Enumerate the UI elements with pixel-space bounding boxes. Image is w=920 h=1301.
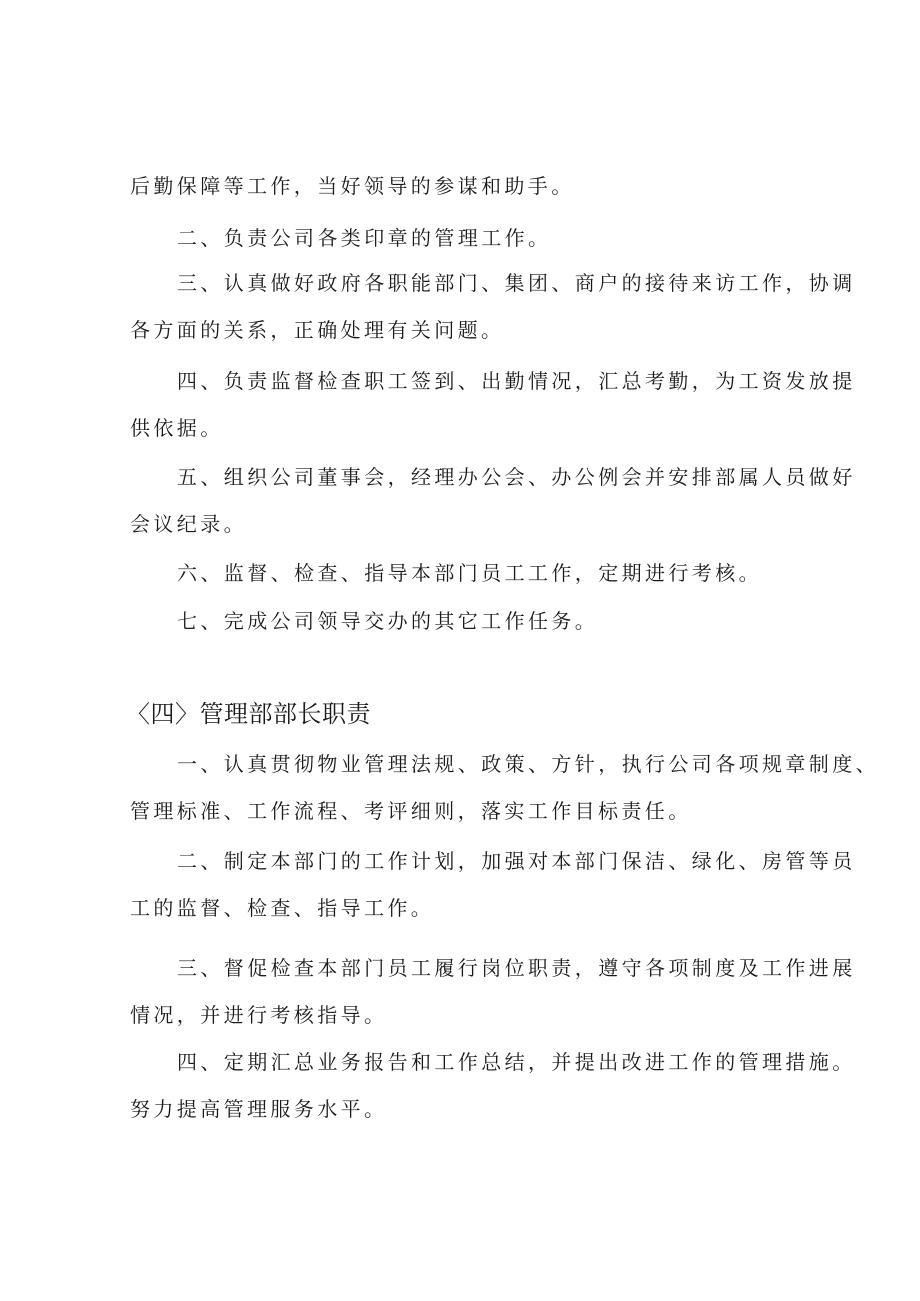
duty-item-4-line-2: 供依据。 <box>130 416 224 440</box>
duty-item-3-line-1: 三、认真做好政府各职能部门、集团、商户的接待来访工作，协调 <box>177 271 856 295</box>
manager-duty-2-line-1: 二、制定本部门的工作计划，加强对本部门保洁、绿化、房管等员 <box>177 849 856 873</box>
paragraph-continuation: 后勤保障等工作，当好领导的参谋和助手。 <box>130 174 575 198</box>
manager-duty-3-line-2: 情况，并进行考核指导。 <box>130 1003 388 1027</box>
manager-duty-4-line-2: 努力提高管理服务水平。 <box>130 1097 388 1121</box>
manager-duty-3-line-1: 三、督促检查本部门员工履行岗位职责，遵守各项制度及工作进展 <box>177 956 856 980</box>
duty-item-2: 二、负责公司各类印章的管理工作。 <box>177 226 552 250</box>
manager-duty-1-line-1: 一、认真贯彻物业管理法规、政策、方针，执行公司各项规章制度、 <box>177 752 879 776</box>
manager-duty-4-line-1: 四、定期汇总业务报告和工作总结，并提出改进工作的管理措施。 <box>177 1050 856 1074</box>
manager-duty-1-line-2: 管理标准、工作流程、考评细则，落实工作目标责任。 <box>130 799 692 823</box>
section-heading: 〈四〉管理部部长职责 <box>126 700 371 728</box>
duty-item-3-line-2: 各方面的关系，正确处理有关问题。 <box>130 318 505 342</box>
duty-item-5-line-1: 五、组织公司董事会，经理办公会、办公例会并安排部属人员做好 <box>177 465 856 489</box>
manager-duty-2-line-2: 工的监督、检查、指导工作。 <box>130 896 435 920</box>
duty-item-7: 七、完成公司领导交办的其它工作任务。 <box>177 609 599 633</box>
duty-item-4-line-1: 四、负责监督检查职工签到、出勤情况，汇总考勤，为工资发放提 <box>177 369 856 393</box>
duty-item-5-line-2: 会议纪录。 <box>130 512 247 536</box>
duty-item-6: 六、监督、检查、指导本部门员工工作，定期进行考核。 <box>177 561 762 585</box>
